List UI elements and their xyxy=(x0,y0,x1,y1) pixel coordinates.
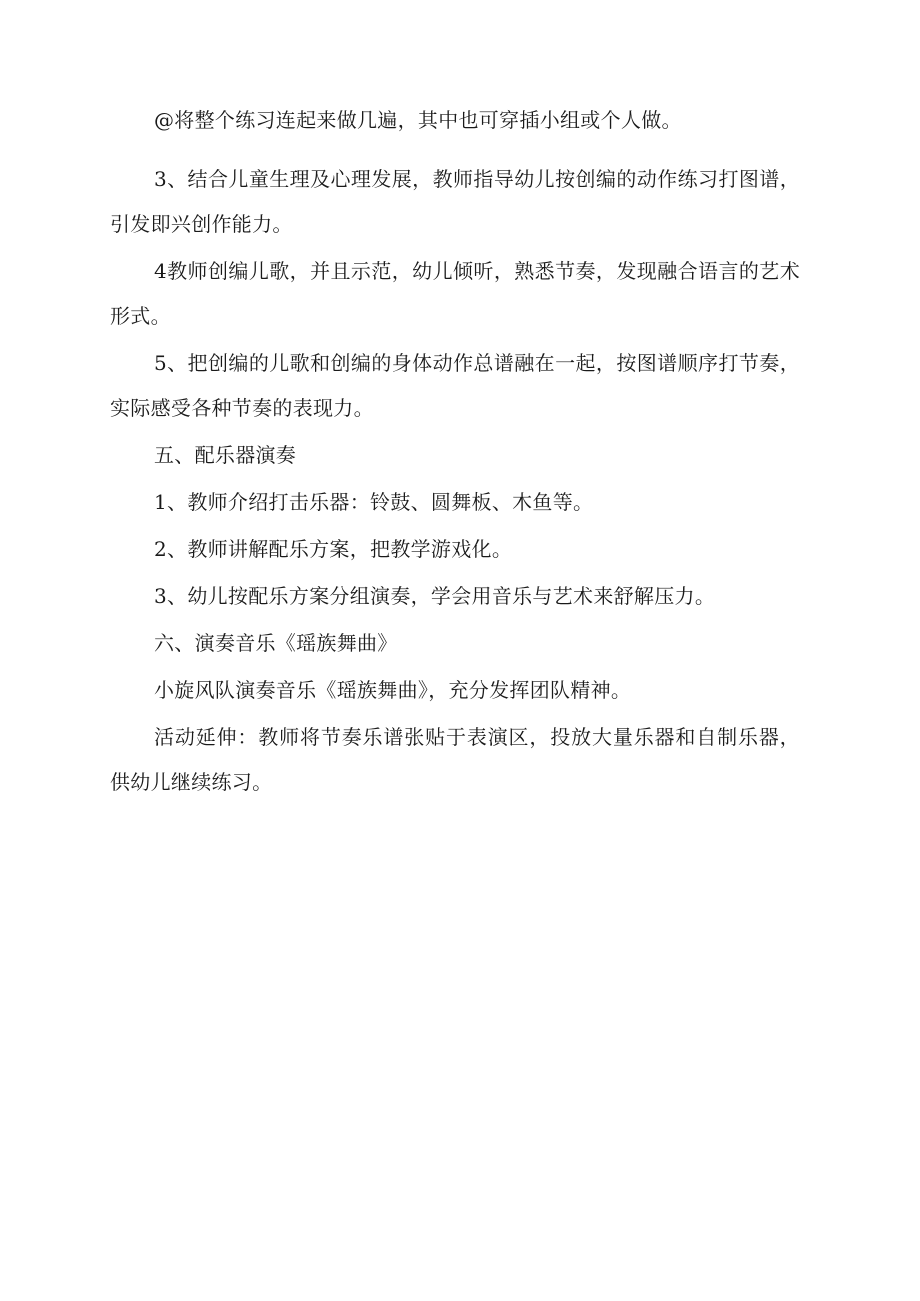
section-heading-performance: 六、演奏音乐《瑶族舞曲》 xyxy=(154,631,398,655)
paragraph-whole-practice: @将整个练习连起来做几遍，其中也可穿插小组或个人做。 xyxy=(154,108,682,132)
document-body xyxy=(110,98,800,807)
paragraph-step-4-nursery-rhyme: 4教师创编儿歌，并且示范，幼儿倾听，熟悉节奏，发现融合语言的艺术形式。 xyxy=(110,259,800,328)
paragraph-instruments-1: 1、教师介绍打击乐器：铃鼓、圆舞板、木鱼等。 xyxy=(154,490,594,514)
paragraph-step-3-graph-practice: 3、结合儿童生理及心理发展，教师指导幼儿按创编的动作练习打图谱，引发即兴创作能力。 xyxy=(110,167,800,236)
section-heading-instruments: 五、配乐器演奏 xyxy=(154,443,297,467)
paragraph-instruments-2: 2、教师讲解配乐方案，把教学游戏化。 xyxy=(154,537,513,561)
paragraph-instruments-3: 3、幼儿按配乐方案分组演奏，学会用音乐与艺术来舒解压力。 xyxy=(154,584,716,608)
paragraph-performance: 小旋风队演奏音乐《瑶族舞曲》，充分发挥团队精神。 xyxy=(154,678,632,702)
paragraph-step-5-combine: 5、把创编的儿歌和创编的身体动作总谱融在一起，按图谱顺序打节奏，实际感受各种节奏的表现力。 xyxy=(110,351,800,420)
paragraph-activity-extension: 活动延伸：教师将节奏乐谱张贴于表演区，投放大量乐器和自制乐器，供幼儿继续练习。 xyxy=(110,725,800,794)
